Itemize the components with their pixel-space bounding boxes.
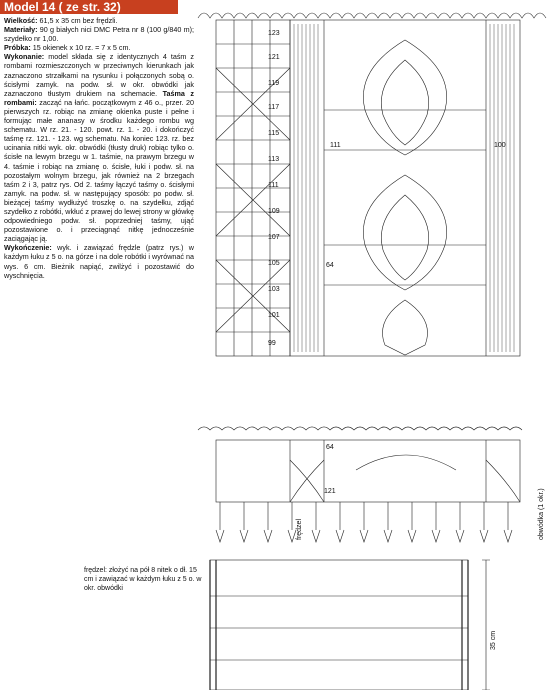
assembly-schematic bbox=[210, 560, 490, 690]
mid-number-label: 64 bbox=[326, 262, 334, 269]
strip-label: Taśma z rombami: bbox=[4, 88, 194, 107]
materials-label: Materiały: bbox=[4, 25, 38, 35]
sample-label: Próbka: bbox=[4, 43, 31, 53]
sample-value: 15 okienek x 10 rz. = 7 x 5 cm. bbox=[30, 43, 131, 53]
row-number-label: 119 bbox=[268, 80, 280, 87]
row-number-label: 109 bbox=[268, 208, 280, 215]
size-label: Wielkość: bbox=[4, 16, 38, 25]
mid-number-label: 111 bbox=[330, 142, 341, 149]
materials-value: 90 g białych nici DMC Petra nr 8 (100 g/840 m); szydełko nr 1,00. bbox=[4, 25, 194, 44]
pineapple-motifs bbox=[324, 40, 486, 355]
mid-number-label: 100 bbox=[494, 142, 506, 149]
row-number-label: 117 bbox=[268, 104, 280, 111]
row-number-label: 101 bbox=[268, 312, 280, 319]
row-number-label: 107 bbox=[268, 234, 280, 241]
fringe-note: frędzel: złożyć na pół 8 nitek o dł. 15 cm i zawiązać w każdym łuku z 5 o. w okr. obwódki bbox=[84, 567, 202, 592]
stitch-columns bbox=[294, 24, 514, 352]
work-paragraph bbox=[4, 52, 194, 243]
size-value: 61,5 x 35 cm bez frędzli. bbox=[37, 16, 118, 25]
top-scallops bbox=[198, 13, 546, 18]
materials-paragraph bbox=[4, 25, 194, 43]
row-number-label: 105 bbox=[268, 260, 280, 267]
finish-label: Wykończenie: bbox=[4, 243, 52, 253]
row-number-label: 115 bbox=[268, 130, 280, 137]
strip-value: zacząć na łańc. początkowym z 46 o., przer. 20 pierwszych rz. robiąc na zmianę okienka puste i pełne i formując małe ananasy w środku każdego rombu wg schematu. W rz. 21. - 120. powt. rz. 1. - 20. i dokończyć taśmę rz. 121. - 123. wg schematu. Na koniec 123. rz. bez ucinania nitki wyk. okr. obwódki (tłusty druk) robiąc tylko o. ścisłe na lewym brzegu w 1. taśmie, na prawym brzegu w 4. taśmie i robiąc na zmianę o. ścisłe, łuki i podw. sł. na pozostałym wolnym brzegu, jak również na 2 brzegach taśm 2 i 3, patrz rys. Od 2. taśmy łączyć taśmy o. ścisłymi zamyk. na podw. sł. w następujący sposób: po podw. sł. bieżącej taśmy wydłużyć troszkę o. na szydełku, zdjąć szydełko z robótki, wkłuć z prawej do lewej strony w główkę odpowiedniego podw. sł. poprzedniej taśmy, ująć pozostawione o. i przeciągnąć nitkę jednocześnie zaciągając ją. bbox=[4, 97, 194, 244]
crochet-diagram bbox=[196, 0, 552, 690]
finish-value: wyk. i zawiązać frędzle (patrz rys.) w każdym łuku z 5 o. na górze i na dole robótki i wyrównać na wys. 6 cm. Bieżnik napiąć, zwilżyć i pozostawić do wyschnięcia. bbox=[4, 243, 194, 280]
work-label: Wykonanie: bbox=[4, 52, 45, 62]
sample-paragraph bbox=[4, 43, 194, 52]
row-number-label: 111 bbox=[268, 182, 279, 189]
row-number-label: 99 bbox=[268, 340, 276, 347]
finish-paragraph bbox=[4, 243, 194, 279]
row-number-label: 123 bbox=[268, 30, 280, 37]
row-number-label: 103 bbox=[268, 286, 280, 293]
dimension-label: 35 cm bbox=[490, 630, 497, 650]
fringe-tassels bbox=[216, 502, 512, 542]
row-number-label: 113 bbox=[268, 156, 280, 163]
page-header: Model 14 ( ze str. 32) bbox=[0, 0, 178, 14]
bottom-number-label: 64 bbox=[326, 444, 334, 451]
instructions bbox=[4, 16, 194, 280]
size-paragraph bbox=[4, 16, 194, 25]
row-number-label: 121 bbox=[268, 54, 280, 61]
border-label: obwódka (1 okr.) bbox=[538, 488, 545, 540]
work-value: model składa się z identycznych 4 taśm z rombami rozmieszczonych w przeciwnych kierunkach jak zaznaczono strzałkami na rysunku i połączonych sobą o. ścisłymi zamyk. na podw. sł. w okr. obwódki jak zaznaczono tłustym drukiem na schemacie. bbox=[4, 52, 194, 98]
bottom-number-label: 121 bbox=[324, 488, 336, 495]
fringe-label: frędzel bbox=[296, 518, 303, 540]
